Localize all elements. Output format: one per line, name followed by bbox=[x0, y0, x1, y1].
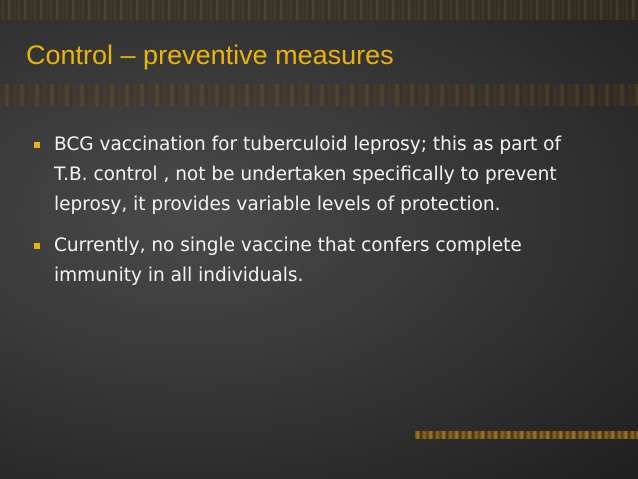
bullet-text: Currently, no single vaccine that confers complete immunity in all individuals. bbox=[54, 235, 522, 286]
slide-title: Control – preventive measures bbox=[26, 40, 394, 70]
bullet-text: BCG vaccination for tuberculoid leprosy; this as part of T.B. control , not be undertaken specifically to prevent leprosy, it provides variable levels of protection. bbox=[54, 134, 562, 215]
bullet-list bbox=[34, 130, 594, 302]
bullet-item bbox=[34, 231, 594, 291]
decorative-texture-bottom bbox=[415, 431, 638, 439]
decorative-texture-top bbox=[0, 0, 638, 20]
bullet-marker-icon bbox=[34, 243, 40, 249]
bullet-marker-icon bbox=[34, 142, 40, 148]
bullet-item bbox=[34, 130, 594, 220]
decorative-texture-band bbox=[0, 84, 638, 106]
